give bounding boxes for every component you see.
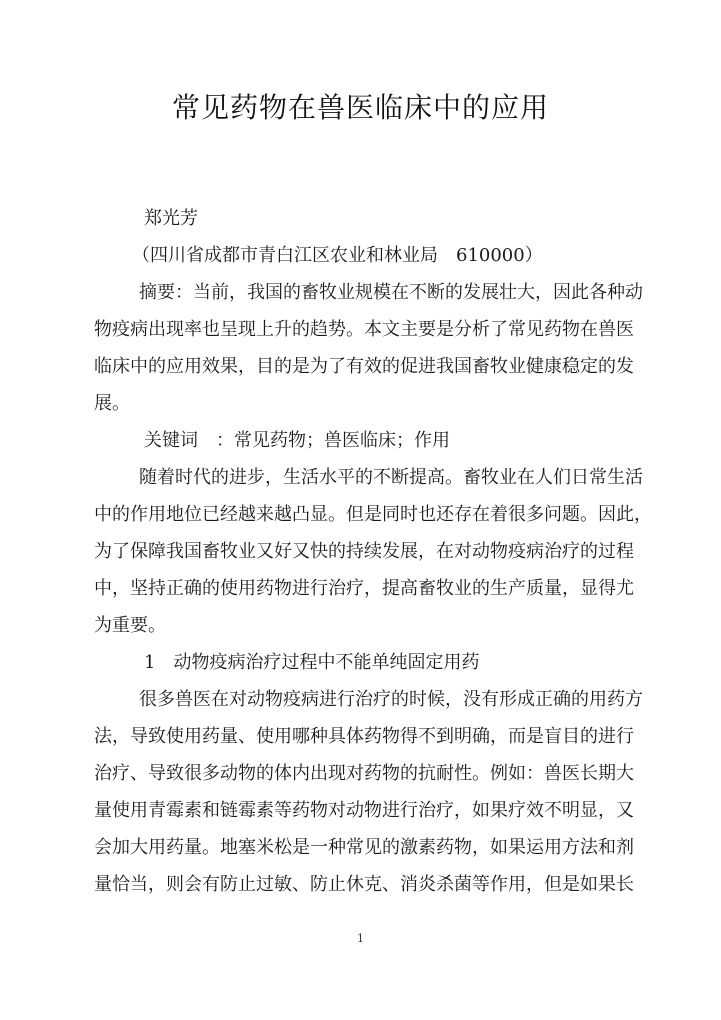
document-body: [94, 200, 652, 903]
section-line: 法，导致使用药量、使用哪种具体药物得不到明确，而是盲目的进行: [94, 726, 634, 747]
section-heading: 1 动物疫病治疗过程中不能单纯固定用药: [144, 652, 480, 673]
document-title: 常见药物在兽医临床中的应用: [171, 91, 549, 124]
page-number: 1: [357, 932, 364, 945]
intro-line: 为重要。: [94, 615, 166, 636]
section-line: 量使用青霉素和链霉素等药物对动物进行治疗，如果疗效不明显，又: [94, 800, 634, 821]
section-line: 治疗、导致很多动物的体内出现对药物的抗耐性。例如：兽医长期大: [94, 763, 634, 784]
section-line: 会加大用药量。地塞米松是一种常见的激素药物，如果运用方法和剂: [94, 837, 634, 858]
keywords: 关键词 ：常见药物；兽医临床；作用: [144, 430, 450, 451]
author-name: 郑光芳: [144, 208, 198, 229]
intro-line: 为了保障我国畜牧业又好又快的持续发展，在对动物疫病治疗的过程: [94, 541, 634, 562]
intro-line: 中，坚持正确的使用药物进行治疗，提高畜牧业的生产质量，显得尤: [94, 578, 634, 599]
author-affiliation: （四川省成都市青白江区农业和林业局 610000）: [132, 245, 543, 266]
abstract-line: 展。: [94, 393, 130, 414]
section-line: 很多兽医在对动物疫病进行治疗的时候，没有形成正确的用药方: [139, 689, 643, 710]
abstract-line: 物疫病出现率也呈现上升的趋势。本文主要是分析了常见药物在兽医: [94, 319, 634, 340]
section-line: 量恰当，则会有防止过敏、防止休克、消炎杀菌等作用，但是如果长: [94, 874, 634, 895]
intro-line: 随着时代的进步，生活水平的不断提高。畜牧业在人们日常生活: [139, 467, 643, 488]
abstract-line: 临床中的应用效果，目的是为了有效的促进我国畜牧业健康稳定的发: [94, 356, 634, 377]
abstract-line: 摘要：当前，我国的畜牧业规模在不断的发展壮大，因此各种动: [139, 282, 643, 303]
intro-line: 中的作用地位已经越来越凸显。但是同时也还存在着很多问题。因此，: [94, 504, 652, 525]
